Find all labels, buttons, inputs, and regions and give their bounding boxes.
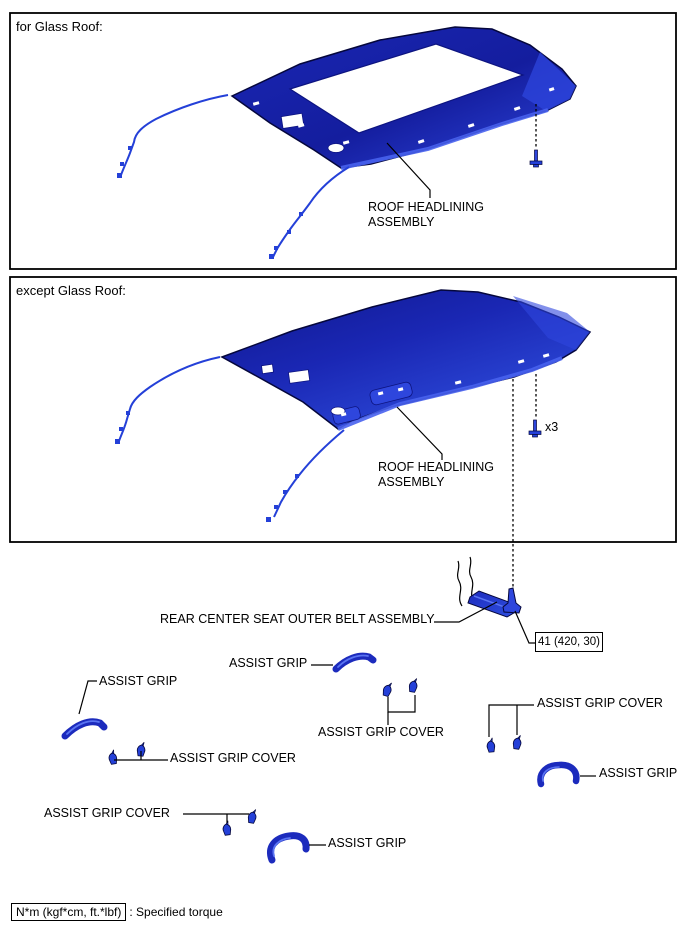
panel-title-except-glass-roof: except Glass Roof: (16, 283, 126, 298)
torque-legend-box (11, 903, 126, 921)
rear-belt-anchor-part (458, 557, 521, 617)
callout-line1: ROOF HEADLINING (378, 460, 494, 474)
assist-grip-cover-label: ASSIST GRIP COVER (170, 751, 296, 765)
leader-line (515, 611, 535, 643)
assist-grip-label: ASSIST GRIP (328, 836, 407, 850)
roof-headlining-callout-glass (368, 200, 484, 230)
torque-legend-description: : Specified torque (129, 905, 223, 919)
assist-grip-cover-label: ASSIST GRIP COVER (537, 696, 663, 710)
callout-line2: ASSEMBLY (378, 475, 445, 489)
assist-grip-label: ASSIST GRIP (229, 656, 308, 670)
assist-grip-part (336, 655, 373, 669)
assist-grip-cover-part (408, 677, 418, 692)
torque-spec-box (535, 632, 603, 652)
bolt-count-label: x3 (545, 420, 559, 434)
torque-legend (11, 903, 223, 921)
callout-line2: ASSEMBLY (368, 215, 435, 229)
leader-line (397, 407, 442, 460)
torque-units: N*m (kgf*cm, ft.*lbf) (16, 905, 122, 919)
assist-grip-part (540, 765, 576, 784)
callout-line1: ROOF HEADLINING (368, 200, 484, 214)
assist-grip-cover-label: ASSIST GRIP COVER (44, 806, 170, 820)
assist-grip-label: ASSIST GRIP (599, 766, 678, 780)
roof-headlining-callout-solid (378, 460, 494, 490)
assist-grip-cover-part (513, 735, 522, 750)
screw-icon (529, 420, 541, 437)
assist-grip-part (65, 721, 104, 736)
assist-grip-label: ASSIST GRIP (99, 674, 178, 688)
assist-grip-cover-part (108, 749, 118, 764)
assist-grip-cover-part (247, 808, 257, 823)
assist-grip-cover-part (382, 681, 393, 697)
rear-belt-label: REAR CENTER SEAT OUTER BELT ASSEMBLY (160, 612, 435, 626)
panel-title-glass-roof: for Glass Roof: (16, 19, 103, 34)
screw-icon (530, 150, 542, 167)
assist-grip-cover-label: ASSIST GRIP COVER (318, 725, 444, 739)
solid-roof-headlining-illustration (115, 290, 590, 522)
glass-roof-headlining-illustration (117, 27, 576, 259)
assist-grip-part (271, 836, 307, 860)
assist-grip-cover-part (486, 738, 495, 753)
torque-value: 41 (420, 30) (537, 636, 600, 648)
